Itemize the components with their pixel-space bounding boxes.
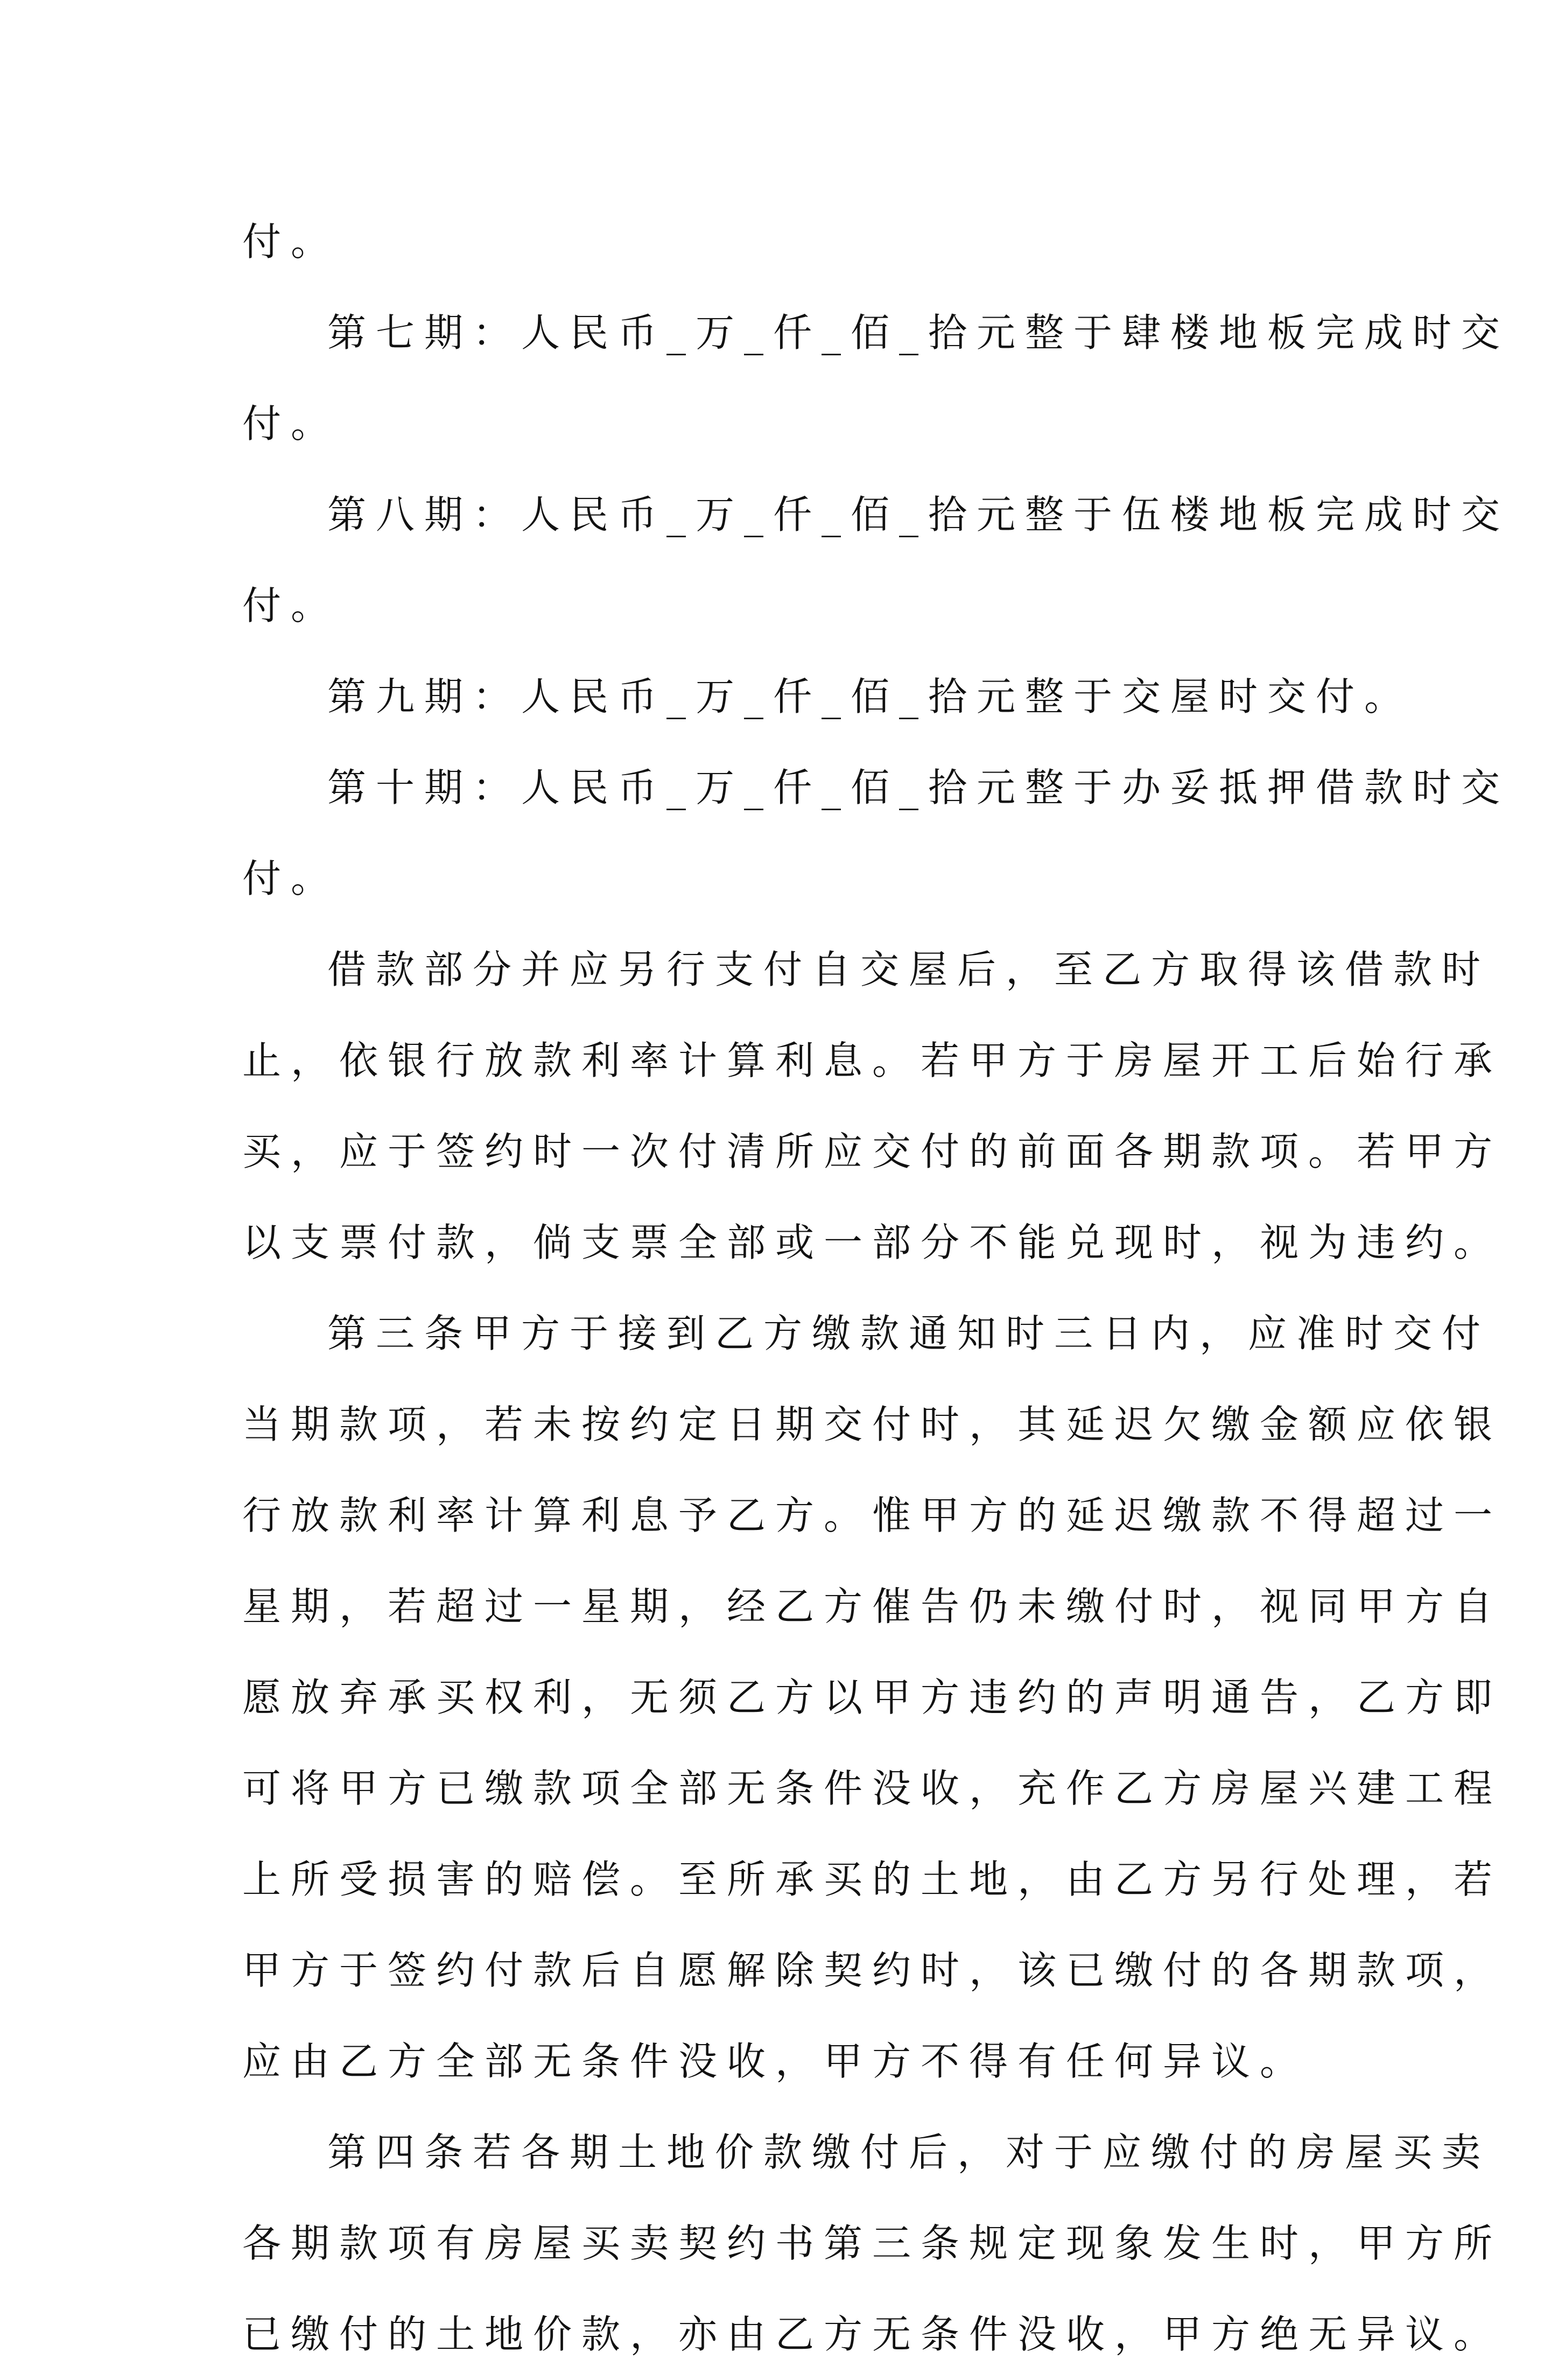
article-3-line: 第三条甲方于接到乙方缴款通知时三日内，应准时交付 — [327, 1311, 1491, 1356]
text-line: 付。 — [242, 583, 340, 628]
loan-paragraph-line: 买，应于签约时一次付清所应交付的前面各期款项。若甲方 — [242, 1129, 1503, 1174]
installment-8-line: 第八期：人民币_万_仟_佰_拾元整于伍楼地板完成时交 — [327, 492, 1510, 537]
installment-10-line: 第十期：人民币_万_仟_佰_拾元整于办妥抵押借款时交 — [327, 765, 1510, 810]
text-line: 付。 — [242, 401, 340, 446]
loan-paragraph-line: 以支票付款，倘支票全部或一部分不能兑现时，视为违约。 — [242, 1220, 1503, 1265]
installment-9-line: 第九期：人民币_万_仟_佰_拾元整于交屋时交付。 — [327, 674, 1413, 719]
article-4-line: 各期款项有房屋买卖契约书第三条规定现象发生时，甲方所 — [242, 2221, 1503, 2266]
article-4-line: 已缴付的土地价款，亦由乙方无条件没收，甲方绝无异议。 — [242, 2312, 1503, 2357]
article-3-line: 星期，若超过一星期，经乙方催告仍未缴付时，视同甲方自 — [242, 1584, 1503, 1629]
loan-paragraph-line: 止，依银行放款利率计算利息。若甲方于房屋开工后始行承 — [242, 1038, 1503, 1083]
text-line: 付。 — [242, 219, 340, 264]
text-line: 付。 — [242, 856, 340, 901]
article-3-line: 上所受损害的赔偿。至所承买的土地，由乙方另行处理，若 — [242, 1857, 1503, 1902]
installment-7-line: 第七期：人民币_万_仟_佰_拾元整于肆楼地板完成时交 — [327, 310, 1510, 355]
article-3-line: 甲方于签约付款后自愿解除契约时，该已缴付的各期款项， — [242, 1948, 1503, 1993]
contract-text — [242, 196, 1510, 2380]
loan-paragraph-line: 借款部分并应另行支付自交屋后，至乙方取得该借款时 — [327, 947, 1491, 992]
article-3-line: 行放款利率计算利息予乙方。惟甲方的延迟缴款不得超过一 — [242, 1493, 1503, 1538]
article-3-line: 可将甲方已缴款项全部无条件没收，充作乙方房屋兴建工程 — [242, 1766, 1503, 1811]
article-3-line: 当期款项，若未按约定日期交付时，其延迟欠缴金额应依银 — [242, 1402, 1503, 1447]
article-3-line: 愿放弃承买权利，无须乙方以甲方违约的声明通告，乙方即 — [242, 1675, 1503, 1720]
article-4-line: 第四条若各期土地价款缴付后，对于应缴付的房屋买卖 — [327, 2130, 1491, 2175]
article-3-line: 应由乙方全部无条件没收，甲方不得有任何异议。 — [242, 2039, 1309, 2084]
